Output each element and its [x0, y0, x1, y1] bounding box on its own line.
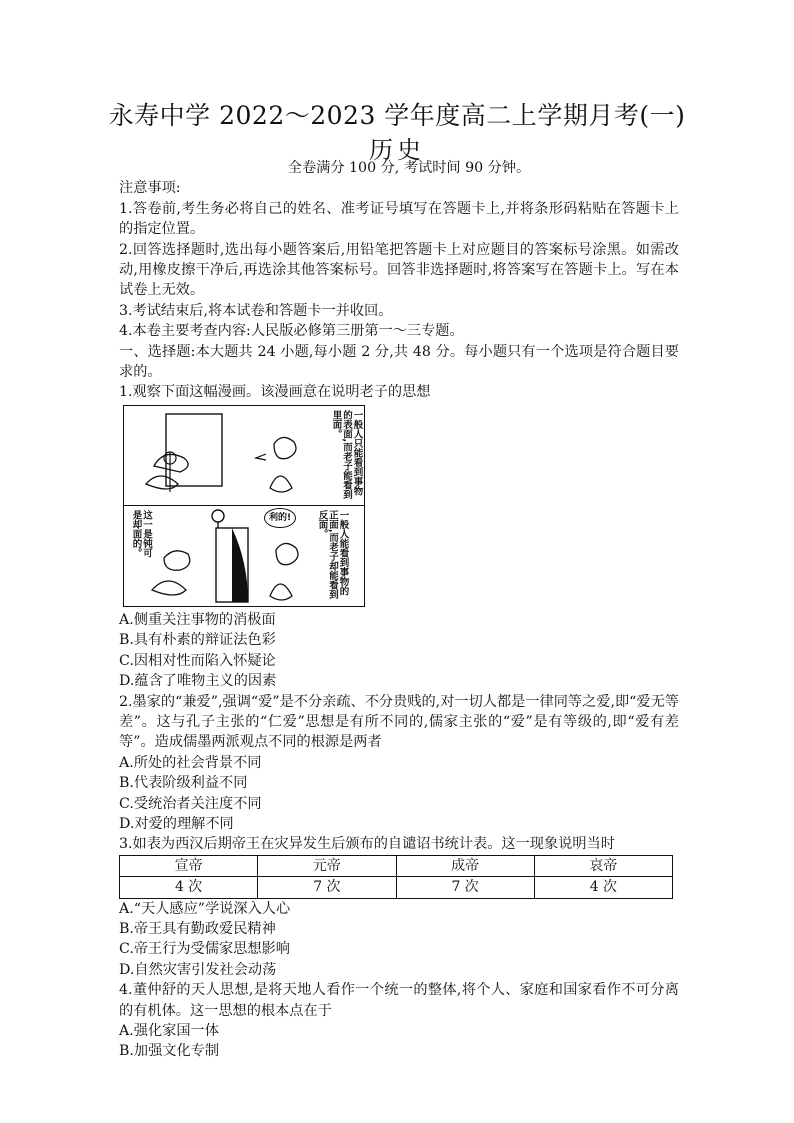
- table-header-cell: 成帝: [396, 855, 534, 876]
- comic-left-note: 这一是钝可是却面的。: [130, 509, 152, 558]
- comic-caption-bottom: 一般人能看到事物的正面,而老子却能看到反面。: [316, 509, 349, 599]
- laozi-comic: [123, 405, 365, 607]
- comic-drawing-top: [124, 406, 364, 505]
- option: C.受统治者关注度不同: [119, 795, 262, 812]
- note-item: 3.考试结束后,将本试卷和答题卡一并收回。: [119, 302, 393, 319]
- note-item: 1.答卷前,考生务必将自己的姓名、准考证号填写在答题卡上,并将条形码粘贴在答题卡上的指定位置。: [119, 200, 679, 238]
- comic-panel-bottom: [124, 506, 364, 605]
- comic-caption-top: 一般人只能看到事物的表面,而老子能看到里面。: [330, 409, 363, 499]
- option: B.具有朴素的辩证法色彩: [119, 632, 276, 649]
- option: C.因相对性而陷入怀疑论: [119, 652, 276, 669]
- option: A.“天人感应”学说深入人心: [119, 900, 291, 917]
- option: D.蕴含了唯物主义的因素: [119, 673, 277, 690]
- exam-body: [119, 158, 679, 1062]
- table-cell: 4 次: [120, 877, 258, 898]
- section-intro: 一、选择题:本大题共 24 小题,每小题 2 分,共 48 分。每小题只有一个选项是符合题目要求的。: [119, 343, 679, 381]
- comic-panel-top: [124, 406, 364, 506]
- table-row: [120, 877, 673, 898]
- option: C.帝王行为受儒家思想影响: [119, 941, 290, 958]
- option: B.代表阶级利益不同: [119, 775, 248, 792]
- table-header-cell: 元帝: [258, 855, 396, 876]
- edict-stats-table: [119, 855, 673, 899]
- note-item: 2.回答选择题时,选出每小题答案后,用铅笔把答题卡上对应题目的答案标号涂黑。如需改动,用橡皮擦干净后,再选涂其他答案标号。回答非选择题时,将答案写在答题卡上。写在本试卷上无效。: [119, 241, 679, 299]
- option: A.强化家国一体: [119, 1023, 219, 1039]
- table-header-row: [120, 855, 673, 876]
- question-stem: 1.观察下面这幅漫画。该漫画意在说明老子的思想: [119, 384, 431, 401]
- question-stem: 3.如表为西汉后期帝王在灾异发生后颁布的自谴诏书统计表。这一现象说明当时: [119, 836, 615, 853]
- option: A.所处的社会背景不同: [119, 754, 262, 771]
- note-item: 4.本卷主要考查内容:人民版必修第三册第一～三专题。: [119, 323, 464, 340]
- table-cell: 4 次: [534, 877, 672, 898]
- exam-subject: 历史: [369, 136, 425, 164]
- option: B.帝王具有勤政爱民精神: [119, 920, 276, 937]
- option: D.自然灾害引发社会动荡: [119, 961, 277, 978]
- table-cell: 7 次: [396, 877, 534, 898]
- comic-speech-bubble: 利的!: [264, 508, 296, 528]
- exam-title: 永寿中学 2022～2023 学年度高二上学期月考(一): [108, 101, 686, 130]
- table-header-cell: 哀帝: [534, 855, 672, 876]
- question-stem: 2.墨家的“兼爱”,强调“爱”是不分亲疏、不分贵贱的,对一切人都是一律同等之爱,即“爱无等差”。这与孔子主张的“仁爱”思想是有所不同的,儒家主张的“爱”是有等级的,即“爱有差等”。造成儒墨两派观点不同的根源是两者: [119, 693, 679, 751]
- option: A.侧重关注事物的消极面: [119, 611, 276, 628]
- exam-info: 全卷满分 100 分, 考试时间 90 分钟。: [287, 160, 531, 176]
- table-header-cell: 宣帝: [120, 855, 258, 876]
- table-cell: 7 次: [258, 877, 396, 898]
- option: D.对爱的理解不同: [119, 815, 234, 832]
- notes-heading: 注意事项:: [119, 180, 181, 197]
- option: B.加强文化专制: [119, 1043, 220, 1060]
- question-stem: 4.董仲舒的天人思想,是将天地人看作一个统一的整体,将个人、家庭和国家看作不可分离的有机体。这一思想的根本点在于: [119, 982, 679, 1019]
